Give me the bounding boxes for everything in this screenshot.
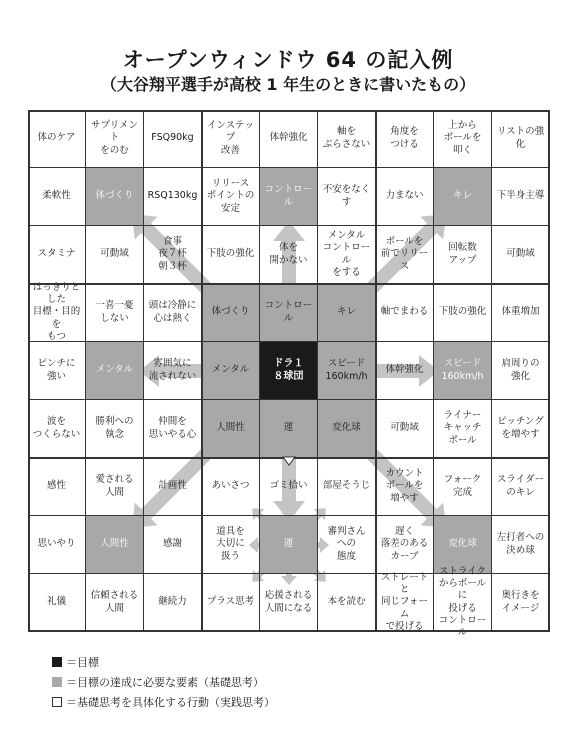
- grid-cell: ピッチング を増やす: [492, 400, 550, 458]
- grid-cell: 力まない: [376, 168, 434, 226]
- grid-cell: 変化球: [318, 400, 376, 458]
- grid-cell: 軸を ぶらさない: [318, 110, 376, 168]
- grid-cell: スピード 160km/h: [318, 342, 376, 400]
- grid-cell: メンタル コントロール をする: [318, 226, 376, 284]
- mandala-grid: [28, 110, 550, 638]
- grid-cell: 角度を つける: [376, 110, 434, 168]
- grid-cell: メンタル: [202, 342, 260, 400]
- grid-cell: コントロール: [260, 284, 318, 342]
- grid-cell: カウント ボールを 増やす: [376, 458, 434, 516]
- grid-cell: 運: [260, 400, 318, 458]
- grid-cell: 回転数 アップ: [434, 226, 492, 284]
- grid-cell: 下半身主導: [492, 168, 550, 226]
- grid-cell: 本を読む: [318, 574, 376, 632]
- grid-cell: 体重増加: [492, 284, 550, 342]
- grid-cell: 体づくり: [86, 168, 144, 226]
- grid-cell: 可動域: [86, 226, 144, 284]
- grid-cell: あいさつ: [202, 458, 260, 516]
- grid-cell: キレ: [434, 168, 492, 226]
- grid-cell: 可動域: [492, 226, 550, 284]
- grid-cell: 肩周りの 強化: [492, 342, 550, 400]
- grid-cell: コントロール: [260, 168, 318, 226]
- grid-cell: スタミナ: [28, 226, 86, 284]
- legend-item-element: [52, 672, 275, 692]
- grid-cell: 体のケア: [28, 110, 86, 168]
- grid-cell: インステップ 改善: [202, 110, 260, 168]
- grid-cell: 食事 夜７杯 朝３杯: [144, 226, 202, 284]
- grid-cell: メンタル: [86, 342, 144, 400]
- gray-square-icon: [52, 677, 62, 687]
- grid-cell: 雰囲気に 流されない: [144, 342, 202, 400]
- legend-item-action: [52, 692, 275, 712]
- grid-cell: ライナー キャッチ ボール: [434, 400, 492, 458]
- grid-cell: キレ: [318, 284, 376, 342]
- grid-cell: 遅く 落差のある カーブ: [376, 516, 434, 574]
- page-subtitle: （大谷翔平選手が高校 1 年生のときに書いたもの）: [100, 75, 476, 94]
- mandala-chart: [28, 110, 550, 638]
- grid-cell: 人間性: [86, 516, 144, 574]
- grid-cell: 体幹強化: [260, 110, 318, 168]
- grid-cell: ゴミ拾い: [260, 458, 318, 516]
- grid-cell: 柔軟性: [28, 168, 86, 226]
- legend-item-goal: [52, 652, 275, 672]
- grid-cell: 上から ボールを 叩く: [434, 110, 492, 168]
- grid-cell: 感性: [28, 458, 86, 516]
- grid-cell: 体幹強化: [376, 342, 434, 400]
- grid-cell: 礼儀: [28, 574, 86, 632]
- grid-cell: 仲間を 思いやる心: [144, 400, 202, 458]
- grid-cell: 計画性: [144, 458, 202, 516]
- grid-cell: 感謝: [144, 516, 202, 574]
- grid-cell: ピンチに 強い: [28, 342, 86, 400]
- grid-cell: リリース ポイントの 安定: [202, 168, 260, 226]
- grid-cell: サプリメント をのむ: [86, 110, 144, 168]
- grid-cell: 左打者への 決め球: [492, 516, 550, 574]
- grid-cell: 体づくり: [202, 284, 260, 342]
- grid-cell: 体を 開かない: [260, 226, 318, 284]
- grid-cell: 思いやり: [28, 516, 86, 574]
- legend-label: ＝目標の達成に必要な要素（基礎思考）: [66, 676, 264, 689]
- grid-cell: 愛される 人間: [86, 458, 144, 516]
- grid-cell: 波を つくらない: [28, 400, 86, 458]
- grid-cell: ストレートと 同じフォーム で投げる: [376, 574, 434, 632]
- grid-cell: 下肢の強化: [434, 284, 492, 342]
- grid-cell: 一喜一憂 しない: [86, 284, 144, 342]
- legend-label: ＝目標: [66, 656, 99, 669]
- grid-cell: 部屋そうじ: [318, 458, 376, 516]
- grid-cell: からボールに 投げる コントロール: [434, 574, 492, 632]
- grid-cell: 不安をなくす: [318, 168, 376, 226]
- grid-cell: 応援される 人間になる: [260, 574, 318, 632]
- grid-cell: 人間性: [202, 400, 260, 458]
- page-title: オープンウィンドウ 64 の記入例: [122, 48, 454, 72]
- grid-cell: リストの強化: [492, 110, 550, 168]
- grid-cell: フォーク 完成: [434, 458, 492, 516]
- legend: [52, 652, 275, 712]
- grid-cell: 可動域: [376, 400, 434, 458]
- grid-cell: スライダー のキレ: [492, 458, 550, 516]
- legend-label: ＝基礎思考を具体化する行動（実践思考）: [66, 696, 275, 709]
- grid-cell: 審判さん への 態度: [318, 516, 376, 574]
- grid-cell: 継続力: [144, 574, 202, 632]
- grid-cell: RSQ130kg: [144, 168, 202, 226]
- black-square-icon: [52, 657, 62, 667]
- grid-cell: 奥行きを イメージ: [492, 574, 550, 632]
- grid-cell: 変化球: [434, 516, 492, 574]
- grid-cell: 頭は冷静に 心は熱く: [144, 284, 202, 342]
- grid-cell: スピード 160km/h: [434, 342, 492, 400]
- grid-cell: 勝利への 執念: [86, 400, 144, 458]
- grid-cell: 軸でまわる: [376, 284, 434, 342]
- grid-cell: 下肢の強化: [202, 226, 260, 284]
- grid-cell: プラス思考: [202, 574, 260, 632]
- grid-cell: 道具を 大切に 扱う: [202, 516, 260, 574]
- white-square-icon: [52, 697, 62, 707]
- grid-cell: ドラ１ ８球団: [260, 342, 318, 400]
- grid-cell: 信頼される 人間: [86, 574, 144, 632]
- grid-cell: ボールを 前でリリース: [376, 226, 434, 284]
- grid-cell: 運: [260, 516, 318, 574]
- grid-cell: はっきりとした 目標・目的を もつ: [28, 284, 86, 342]
- grid-cell: FSQ90kg: [144, 110, 202, 168]
